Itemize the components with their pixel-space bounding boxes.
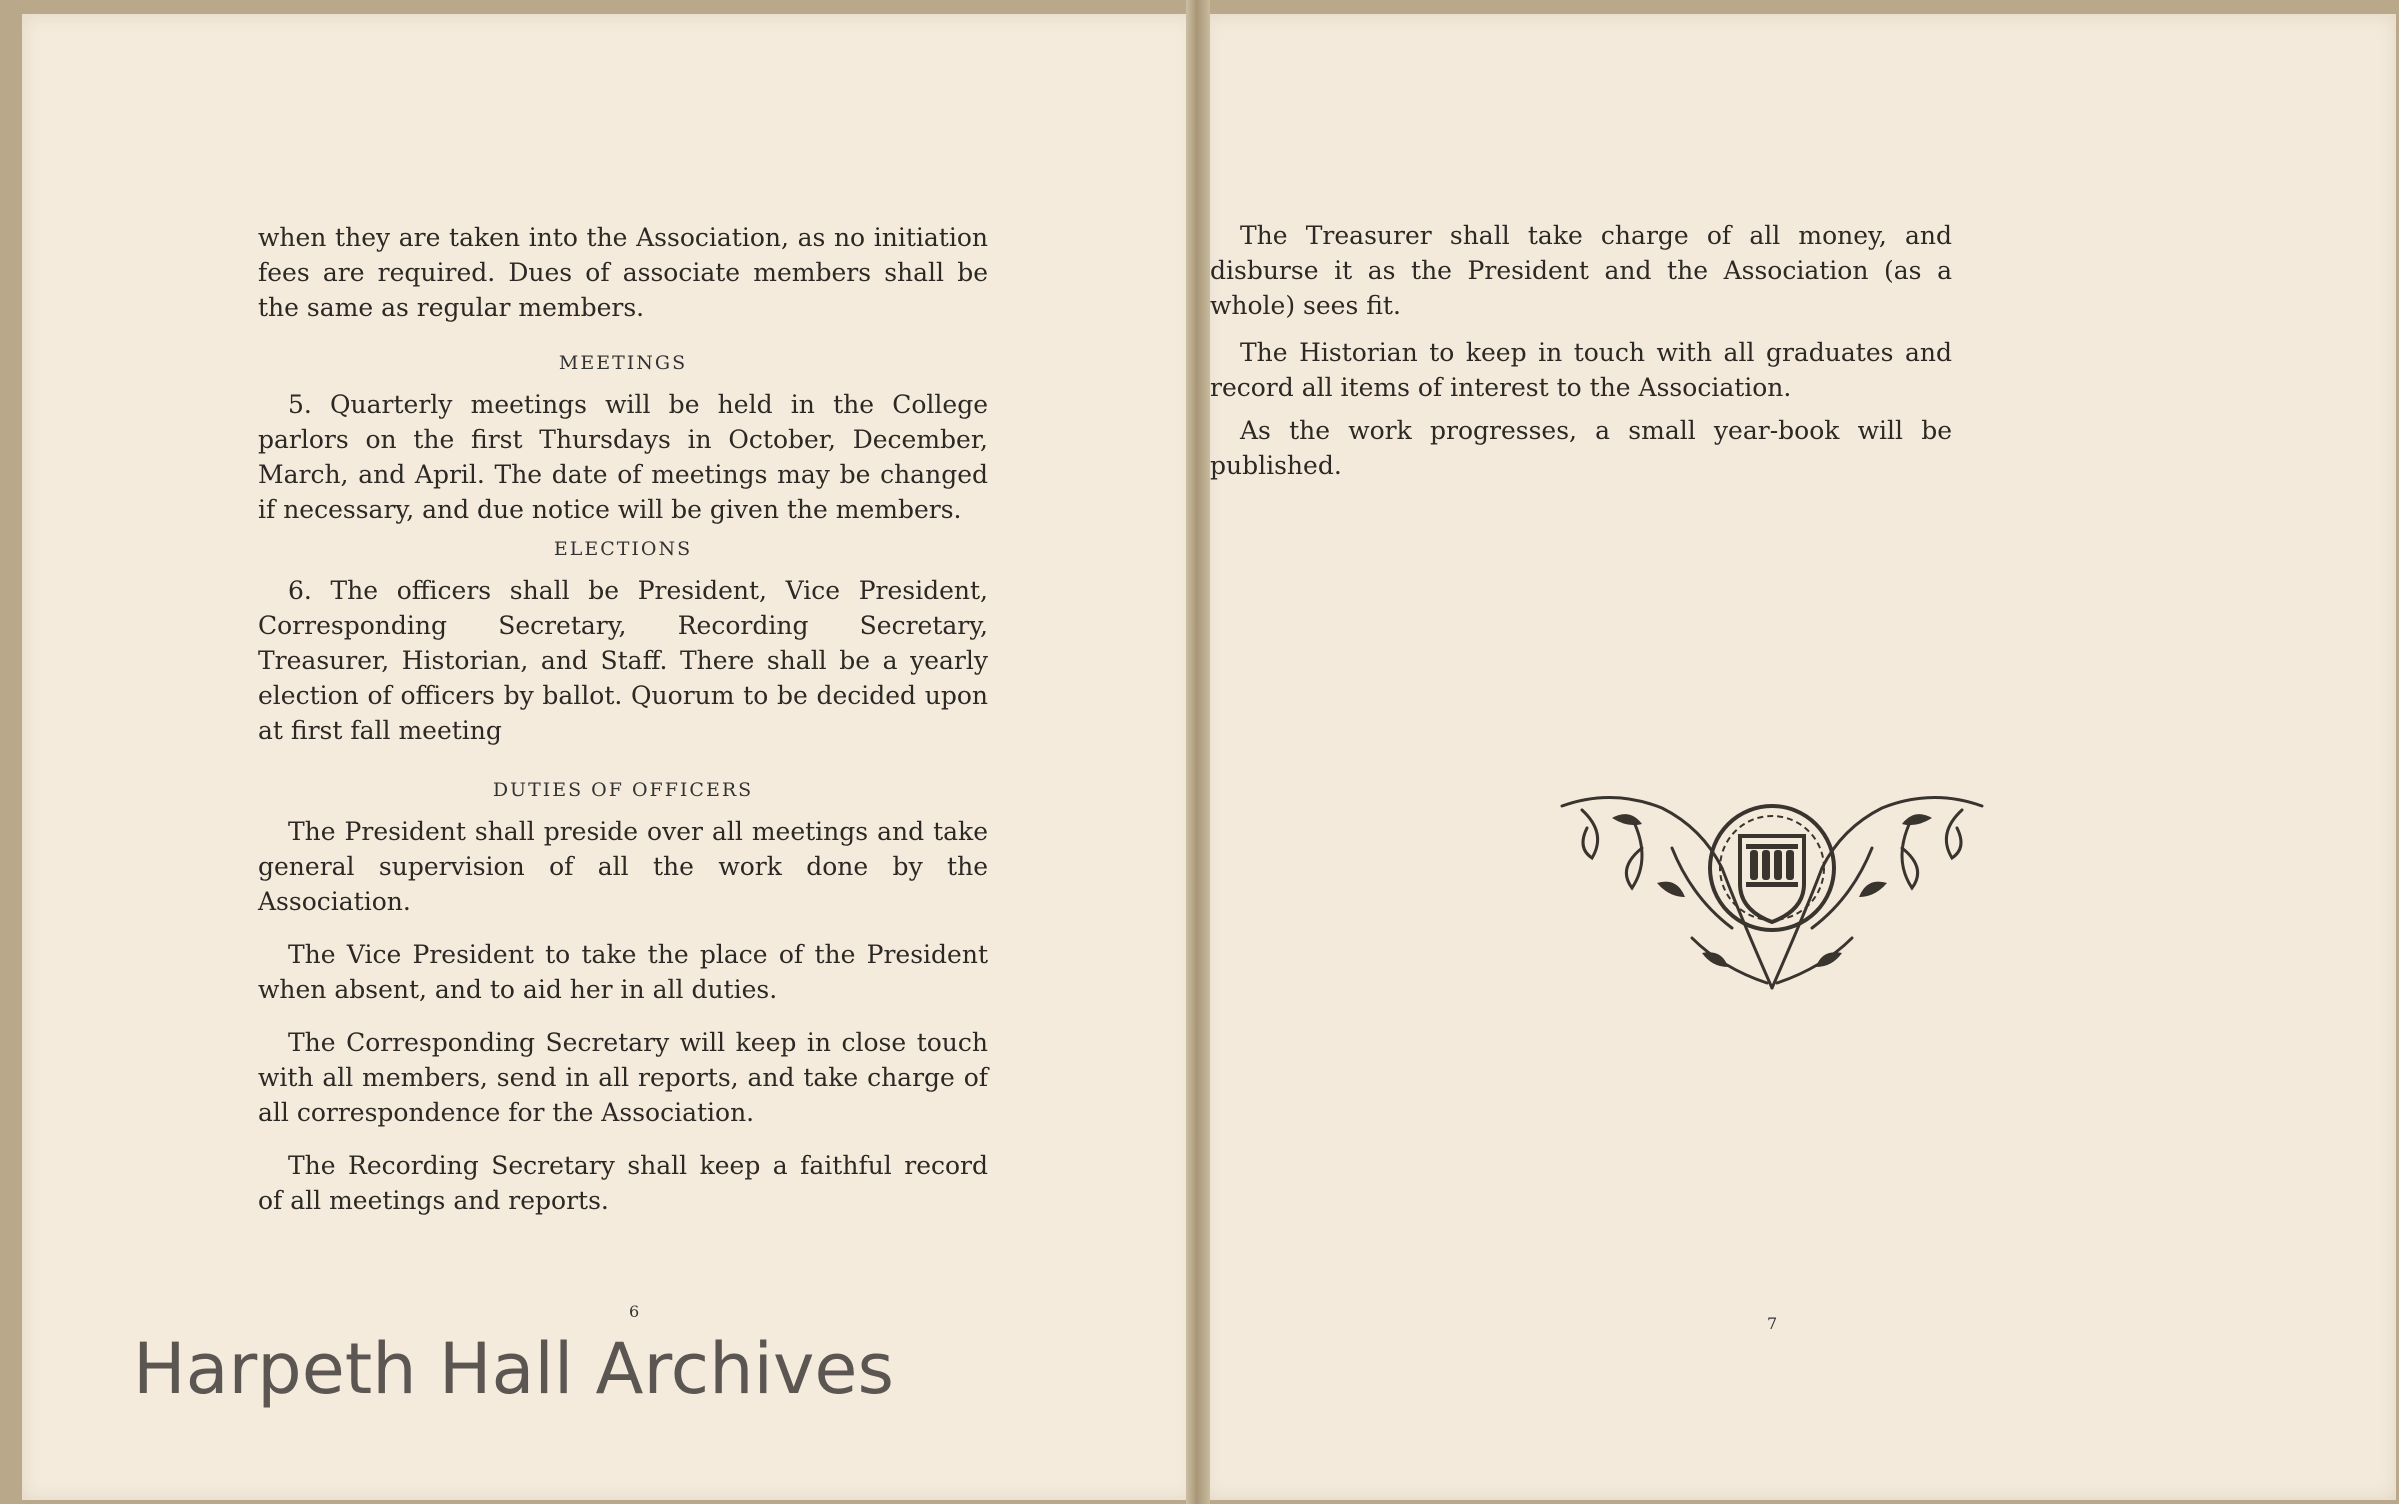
archive-watermark: Harpeth Hall Archives: [133, 1328, 894, 1410]
paragraph-treasurer: The Treasurer shall take charge of all money, and disburse it as the President and the Association (as a whole) sees fit.: [1210, 221, 1952, 320]
paragraph-recording-secretary: The Recording Secretary shall keep a faithful record of all meetings and reports.: [258, 1151, 988, 1215]
paragraph-historian: The Historian to keep in touch with all graduates and record all items of interest to the Association.: [1210, 338, 1952, 402]
heading-meetings: MEETINGS: [558, 352, 688, 374]
paragraph-continuation: when they are taken into the Association, as no initiation fees are required. Dues of associate members shall be the same as regular members.: [258, 223, 988, 322]
paragraph-president: The President shall preside over all meetings and take general supervision of all the work done by the Association.: [258, 817, 988, 916]
right-page-text: [1210, 218, 1952, 483]
heading-duties-of-officers: DUTIES OF OFFICERS: [492, 779, 754, 801]
paragraph-corresponding-secretary: The Corresponding Secretary will keep in close touch with all members, send in all reports, and take charge of all correspondence for the Association.: [258, 1028, 988, 1127]
floral-crest-ornament-icon: [1552, 788, 1992, 1000]
left-page-text: [258, 220, 988, 1218]
heading-elections: ELECTIONS: [553, 538, 693, 560]
book-gutter: [1186, 0, 1210, 1504]
paragraph-yearbook: As the work progresses, a small year-book will be published.: [1210, 416, 1952, 480]
paragraph-meetings: 5. Quarterly meetings will be held in the College parlors on the first Thursdays in October, December, March, and April. The date of meetings may be changed if necessary, and due notice will be given the members.: [258, 390, 988, 524]
page-number-right: 7: [1767, 1314, 1778, 1333]
paragraph-elections: 6. The officers shall be President, Vice President, Corresponding Secretary, Recording Secretary, Treasurer, Historian, and Staff. There shall be a yearly election of officers by ballot. Quorum to be decided upon at first fall meeting: [258, 576, 988, 745]
page-number-left: 6: [629, 1302, 640, 1321]
paragraph-vice-president: The Vice President to take the place of the President when absent, and to aid her in all duties.: [258, 940, 988, 1004]
